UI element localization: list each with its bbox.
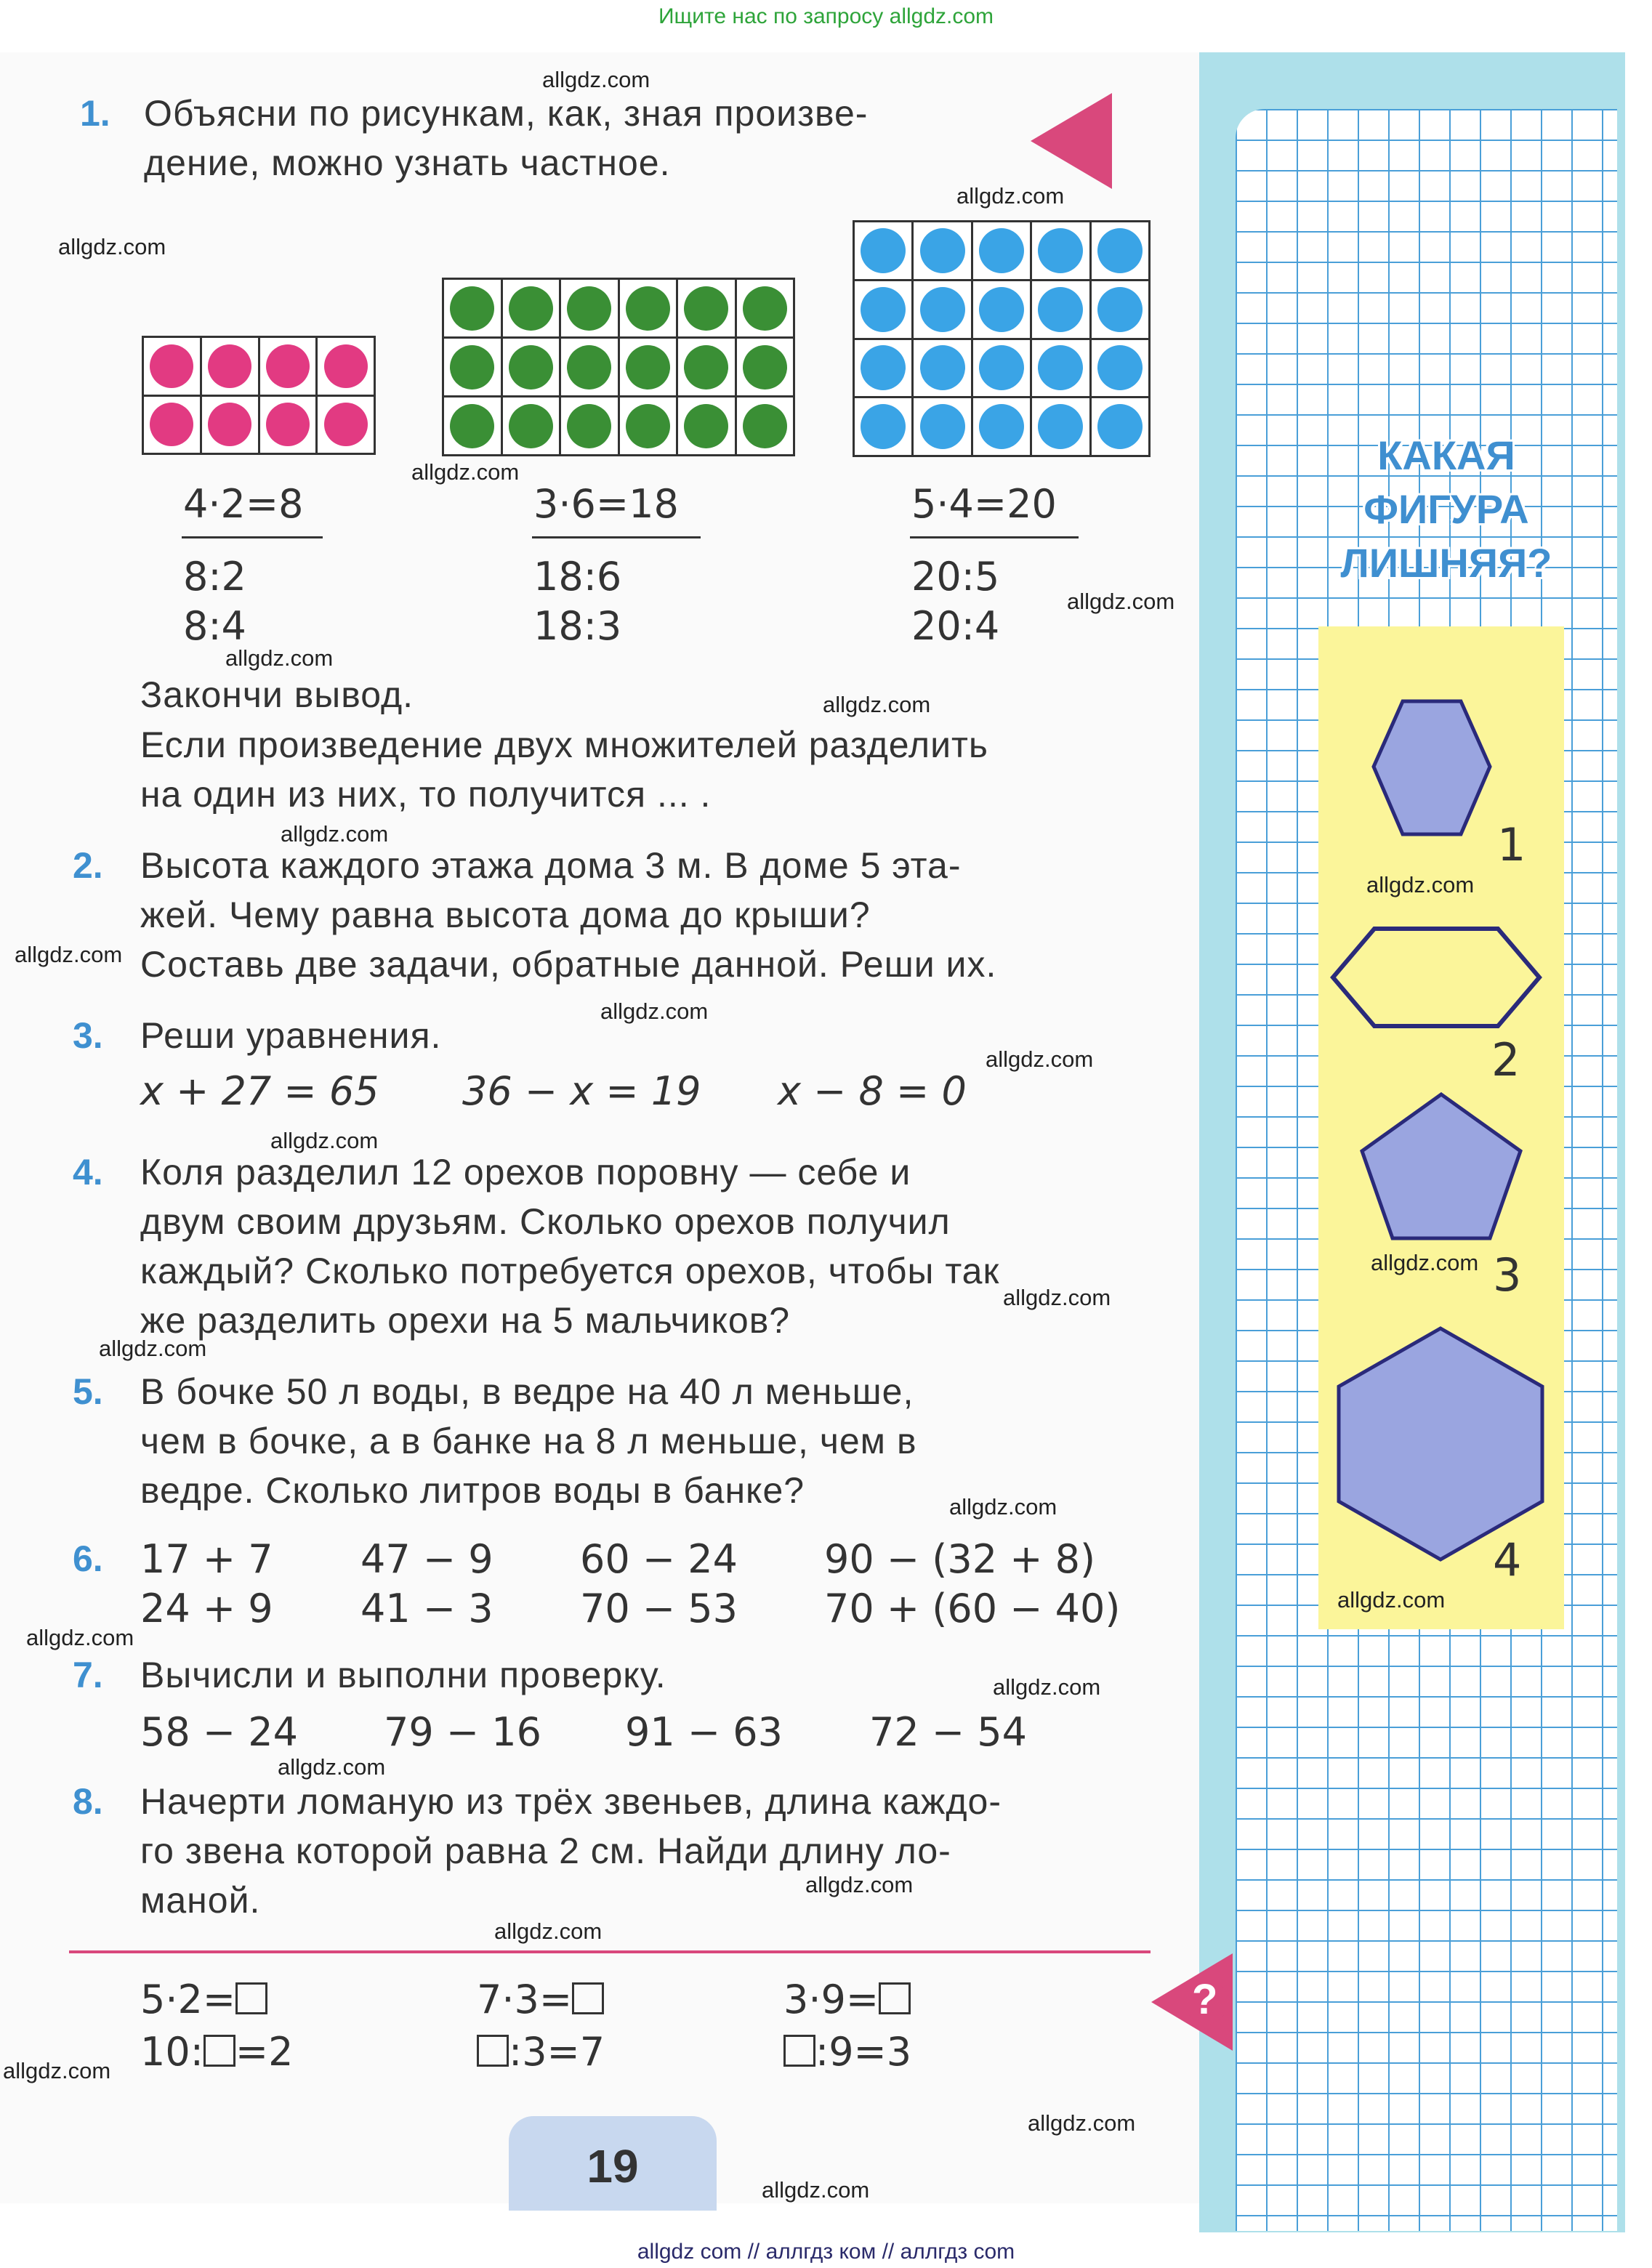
task2-number: 2. [73,845,103,886]
grid-cell [1092,398,1148,455]
equation-2: 36 − x = 19 [462,1068,701,1114]
grid-cell [620,397,677,454]
grid-cell [1092,340,1148,397]
grid-cell [737,339,794,395]
expr-6-8: 70 + (60 − 40) [824,1586,1121,1631]
shape-label-2: 2 [1491,1033,1520,1086]
equation-1: x + 27 = 65 [140,1068,379,1114]
task1-line2: дение, можно узнать частное. [144,142,671,183]
equation-3: x − 8 = 0 [778,1068,967,1114]
side-title-line3: ЛИШНЯЯ? [1340,540,1552,586]
grid-cell [1032,281,1089,338]
side-title-line1: КАКАЯ [1377,432,1515,478]
grid-cell [855,398,911,455]
task5-line1: В бочке 50 л воды, в ведре на 40 л меньше, [140,1371,914,1412]
division-3b: 20:4 [911,603,1000,649]
quick-eq-4: 10: =2 [140,2029,294,2075]
watermark: allgdz.com [993,1674,1101,1700]
watermark: allgdz.com [1337,1587,1446,1613]
dot-icon [861,404,906,449]
dot-grid-blue [853,220,1151,457]
watermark: allgdz.com [3,2058,111,2083]
expr-6-6: 41 − 3 [360,1586,493,1631]
task8-number: 8. [73,1781,103,1822]
dot-icon [450,404,494,448]
dot-icon [1097,228,1143,273]
dot-icon [920,404,965,449]
dot-icon [626,345,670,390]
grid-cell [503,280,560,336]
expr-6-4: 90 − (32 + 8) [824,1536,1096,1582]
side-title-line2: ФИГУРА [1363,486,1529,532]
dot-icon [684,345,728,390]
dot-icon [979,228,1024,273]
watermark: allgdz.com [278,1754,386,1780]
watermark: allgdz.com [281,821,389,847]
dot-icon [324,403,368,446]
question-mark: ? [1192,1976,1218,2023]
task2-line2: жей. Чему равна высота дома до крыши? [140,895,871,935]
watermark: allgdz.com [986,1046,1094,1072]
grid-cell [973,340,1030,397]
dot-icon [567,286,611,331]
division-3a: 20:5 [911,554,1000,600]
grid-cell [561,397,618,454]
dot-icon [743,286,787,331]
dot-icon [509,404,553,448]
grid-cell [855,340,911,397]
task1-number: 1. [80,93,110,134]
grid-cell [914,222,970,279]
dot-icon [684,404,728,448]
hexagon-shape-2 [1327,923,1545,1032]
task2-line3: Составь две задачи, обратные данной. Реши их. [140,944,997,985]
dot-icon [150,344,193,388]
task2-line1: Высота каждого этажа дома 3 м. В доме 5 эта- [140,845,962,886]
dot-icon [861,228,906,273]
task5-line3: ведре. Сколько литров воды в банке? [140,1470,805,1511]
grid-cell [855,281,911,338]
dot-icon [626,286,670,331]
expr-6-2: 47 − 9 [360,1536,493,1582]
underline [910,536,1079,538]
watermark: allgdz.com [411,459,520,485]
shape-label-1: 1 [1497,818,1526,871]
dot-icon [324,344,368,388]
expr-6-1: 17 + 7 [140,1536,273,1582]
task8-line3: маной. [140,1880,261,1921]
watermark: allgdz.com [949,1494,1057,1520]
dot-icon [1097,287,1143,332]
dot-icon [1038,287,1083,332]
top-banner[interactable]: Ищите нас по запросу allgdz.com [658,4,994,28]
watermark: allgdz.com [1028,2110,1136,2136]
grid-cell [737,280,794,336]
watermark: allgdz.com [1371,1250,1479,1275]
shape-label-3: 3 [1493,1248,1522,1302]
grid-cell [503,339,560,395]
dot-icon [1038,228,1083,273]
grid-cell [1032,222,1089,279]
dot-icon [1097,345,1143,390]
dot-icon [920,345,965,390]
dot-icon [1038,345,1083,390]
watermark: allgdz.com [225,645,334,671]
triangle-marker-icon [1025,87,1119,196]
grid-cell [202,338,258,395]
watermark: allgdz.com [762,2177,870,2203]
grid-cell [1092,222,1148,279]
watermark: allgdz.com [26,1625,134,1650]
grid-cell [855,222,911,279]
grid-cell [973,281,1030,338]
grid-cell [914,398,970,455]
grid-cell [260,397,316,453]
section-divider [69,1950,1151,1953]
grid-cell [678,339,735,395]
division-1a: 8:2 [183,554,246,600]
grid-cell [144,338,200,395]
task5-number: 5. [73,1371,103,1412]
task7-number: 7. [73,1655,103,1695]
task4-line3: каждый? Сколько потребуется орехов, чтобы так [140,1251,1000,1291]
grid-cell [737,397,794,454]
watermark: allgdz.com [99,1336,207,1361]
hexagon-shape-4 [1331,1324,1550,1564]
pentagon-shape-3 [1358,1090,1525,1243]
dot-icon [266,403,310,446]
underline [182,536,323,538]
task4-line4: же разделить орехи на 5 мальчиков? [140,1300,791,1341]
dot-icon [920,228,965,273]
grid-cell [620,280,677,336]
grid-cell [973,222,1030,279]
dot-icon [626,404,670,448]
quick-eq-2: 7·3= [477,1977,604,2022]
grid-cell [260,338,316,395]
bottom-banner[interactable]: allgdz com // аллгдз ком // аллгдз com [637,2240,1015,2264]
watermark: allgdz.com [15,942,123,967]
quick-eq-1: 5·2= [140,1977,267,2022]
grid-cell [318,338,374,395]
watermark: allgdz.com [270,1128,379,1153]
grid-cell [620,339,677,395]
dot-grid-pink [142,336,376,455]
dot-icon [743,404,787,448]
task8-line2: го звена которой равна 2 см. Найди длину ло- [140,1831,951,1871]
expr-7-4: 72 − 54 [869,1709,1028,1755]
task6-number: 6. [73,1538,103,1579]
dot-grid-green [442,278,795,456]
hexagon-shape-1 [1366,698,1497,843]
grid-cell [1032,340,1089,397]
expr-6-3: 60 − 24 [580,1536,738,1582]
dot-icon [567,404,611,448]
grid-cell [561,339,618,395]
task1-line1: Объясни по рисункам, как, зная произве- [144,93,869,134]
expr-7-1: 58 − 24 [140,1709,299,1755]
division-2a: 18:6 [533,554,622,600]
grid-cell [144,397,200,453]
task4-line1: Коля разделил 12 орехов поровну — себе и [140,1152,911,1192]
quick-eq-5: :3=7 [477,2029,605,2075]
task3-number: 3. [73,1015,103,1056]
dot-icon [567,345,611,390]
expr-6-7: 70 − 53 [580,1586,738,1631]
grid-cell [914,281,970,338]
grid-cell [561,280,618,336]
task8-line1: Начерти ломаную из трёх звеньев, длина каждо- [140,1781,1002,1822]
quick-eq-6: :9=3 [783,2029,911,2075]
grid-cell [202,397,258,453]
grid-cell [914,340,970,397]
expr-7-3: 91 − 63 [625,1709,783,1755]
watermark: allgdz.com [956,183,1065,209]
dot-icon [684,286,728,331]
watermark: allgdz.com [494,1918,603,1944]
grid-cell [973,398,1030,455]
grid-cell [318,397,374,453]
dot-icon [150,403,193,446]
product-eq-2: 3·6=18 [533,481,679,527]
watermark: allgdz.com [600,998,709,1024]
watermark: allgdz.com [823,692,931,717]
expr-6-5: 24 + 9 [140,1586,273,1631]
dot-icon [861,287,906,332]
grid-cell [444,339,501,395]
grid-cell [444,397,501,454]
watermark: allgdz.com [1003,1285,1111,1310]
division-2b: 18:3 [533,603,622,649]
expr-7-2: 79 − 16 [384,1709,542,1755]
task7-line1: Вычисли и выполни проверку. [140,1655,666,1695]
task3-line1: Реши уравнения. [140,1015,442,1056]
task5-line2: чем в бочке, а в банке на 8 л меньше, чем в [140,1421,917,1461]
dot-icon [509,345,553,390]
grid-cell [444,280,501,336]
grid-cell [678,397,735,454]
division-1b: 8:4 [183,603,246,649]
watermark: allgdz.com [805,1872,914,1897]
product-eq-3: 5·4=20 [911,481,1057,527]
dot-icon [266,344,310,388]
dot-icon [979,404,1024,449]
task4-number: 4. [73,1152,103,1192]
page-number-tab [509,2116,717,2211]
dot-icon [450,345,494,390]
grid-cell [503,397,560,454]
task1-conclude: Закончи вывод. [140,674,414,715]
watermark: allgdz.com [58,234,166,259]
task1-rule2: на один из них, то получится ... . [140,774,712,815]
product-eq-1: 4·2=8 [183,481,304,527]
dot-icon [509,286,553,331]
grid-cell [1092,281,1148,338]
task1-rule1: Если произведение двух множителей разделить [140,725,988,765]
dot-icon [979,287,1024,332]
side-title [1308,429,1584,590]
dot-icon [920,287,965,332]
watermark: allgdz.com [542,67,650,92]
page-number: 19 [587,2140,639,2192]
dot-icon [861,345,906,390]
dot-icon [743,345,787,390]
grid-cell [678,280,735,336]
dot-icon [208,403,251,446]
dot-icon [979,345,1024,390]
task4-line2: двум своим друзьям. Сколько орехов получил [140,1201,951,1242]
dot-icon [208,344,251,388]
dot-icon [1038,404,1083,449]
watermark: allgdz.com [1366,872,1475,897]
watermark: allgdz.com [1067,589,1175,614]
underline [532,536,701,538]
dot-icon [450,286,494,331]
shape-label-4: 4 [1493,1533,1522,1586]
grid-cell [1032,398,1089,455]
quick-eq-3: 3·9= [783,1977,911,2022]
dot-icon [1097,404,1143,449]
